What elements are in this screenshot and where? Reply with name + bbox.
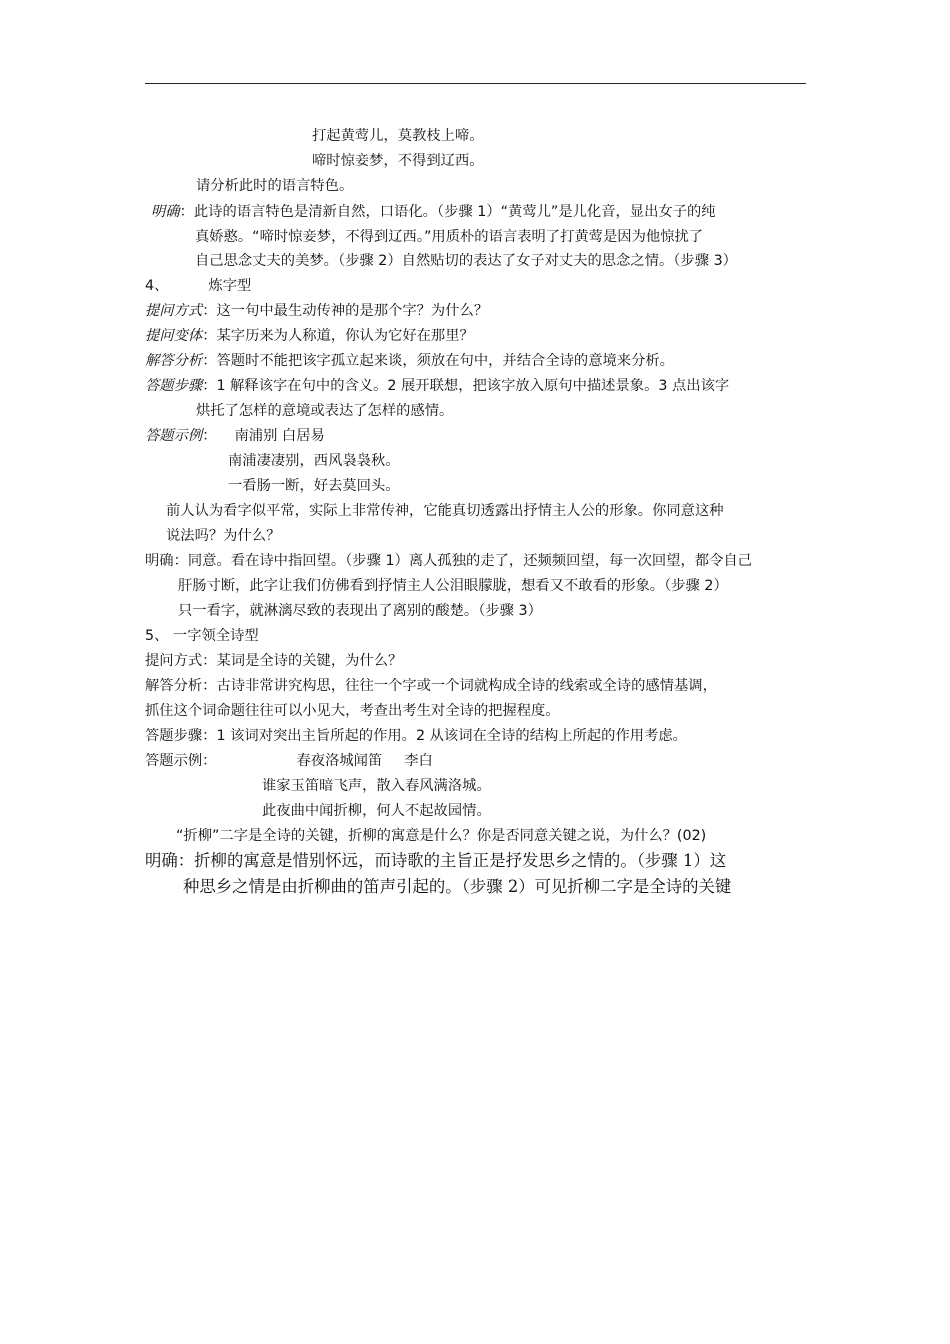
item-line: 提问方式：某词是全诗的关键，为什么？ (145, 653, 403, 669)
answer-line: 真娇憨。“啼时惊妾梦，不得到辽西。”用质朴的语言表明了打黄莺是因为他惊扰了 (195, 229, 704, 245)
question-text: 说法吗？为什么？ (166, 528, 281, 544)
poem-title: 春夜洛城闻笛 (296, 753, 383, 769)
item-label: 答题步骤 (145, 378, 203, 394)
item-text: ：1 解释该字在句中的含义。2 展开联想，把该字放入原句中描述景象。3 点出该字 (202, 378, 730, 394)
poem-line: 一看肠一断，好去莫回头。 (228, 478, 400, 494)
question-text: 前人认为看字似平常，实际上非常传神，它能真切透露出抒情主人公的形象。你同意这种 (166, 503, 724, 519)
question-text: 请分析此时的语言特色。 (196, 178, 354, 194)
item-line: 烘托了怎样的意境或表达了怎样的感情。 (196, 403, 454, 419)
answer-line: 只一看字，就淋漓尽致的表现出了离别的酸楚。（步骤 3） (178, 603, 542, 619)
poem-title: 南浦别 白居易 (234, 428, 325, 444)
section-heading (145, 276, 251, 296)
item-line: 解答分析：古诗非常讲究构思，往往一个字或一个词就构成全诗的线索或全诗的感情基调， (145, 678, 717, 694)
item-text: ：这一句中最生动传神的是那个字？为什么？ (202, 303, 489, 319)
item-text: ：答题时不能把该字孤立起来谈，须放在句中，并结合全诗的意境来分析。 (202, 353, 674, 369)
answer-line: 肝肠寸断，此字让我们仿佛看到抒情主人公泪眼朦胧，想看又不敢看的形象。（步骤 2） (178, 578, 728, 594)
item-line: 答题步骤：1 该词对突出主旨所起的作用。2 从该词在全诗的结构上所起的作用考虑。 (145, 728, 687, 744)
item-line (145, 326, 474, 346)
header-rule (145, 83, 806, 84)
question-text: “折柳”二字是全诗的关键，折柳的寓意是什么？你是否同意关键之说，为什么？(02) (176, 828, 707, 844)
poem-line: 谁家玉笛暗飞声，散入春风满洛城。 (262, 778, 491, 794)
item-line (145, 351, 674, 371)
poem-line: 南浦凄凄别，西风袅袅秋。 (228, 453, 400, 469)
answer-line: 种思乡之情是由折柳曲的笛声引起的。（步骤 2）可见折柳二字是全诗的关键 (183, 877, 732, 896)
item-colon: ： (202, 428, 217, 444)
item-line (145, 426, 325, 446)
answer-line: 明确：同意。看在诗中指回望。（步骤 1）离人孤独的走了，还频频回望，每一次回望，都令自己 (145, 553, 752, 569)
poem-line: 打起黄莺儿，莫教枝上啼。 (312, 128, 484, 144)
answer-text: ：此诗的语言特色是清新自然，口语化。（步骤 1）“黄莺儿”是儿化音，显出女子的纯 (179, 204, 716, 220)
answer-line (151, 202, 716, 222)
item-line (145, 301, 488, 321)
item-label: 提问方式 (145, 303, 203, 319)
item-line (145, 376, 729, 396)
item-label: 解答分析 (145, 353, 203, 369)
poem-line: 啼时惊妾梦，不得到辽西。 (312, 153, 484, 169)
item-line (145, 751, 433, 771)
poem-line: 此夜曲中闻折柳，何人不起故园情。 (262, 803, 491, 819)
answer-line: 明确：折柳的寓意是惜别怀远，而诗歌的主旨正是抒发思乡之情的。（步骤 1）这 (145, 851, 727, 870)
answer-label: 明确 (151, 204, 180, 220)
section-title: 炼字型 (208, 278, 252, 294)
item-text: ：某字历来为人称道，你认为它好在那里？ (202, 328, 474, 344)
item-label: 提问变体 (145, 328, 203, 344)
section-number: 4、 (145, 278, 169, 294)
poem-author: 李白 (404, 753, 433, 769)
answer-line: 自己思念丈夫的美梦。（步骤 2）自然贴切的表达了女子对丈夫的思念之情。（步骤 3） (195, 253, 737, 269)
item-label: 答题示例 (145, 428, 203, 444)
item-label: 答题示例： (145, 753, 217, 769)
section-heading: 5、 一字领全诗型 (145, 628, 259, 644)
item-line: 抓住这个词命题往往可以小见大，考查出考生对全诗的把握程度。 (145, 703, 560, 719)
